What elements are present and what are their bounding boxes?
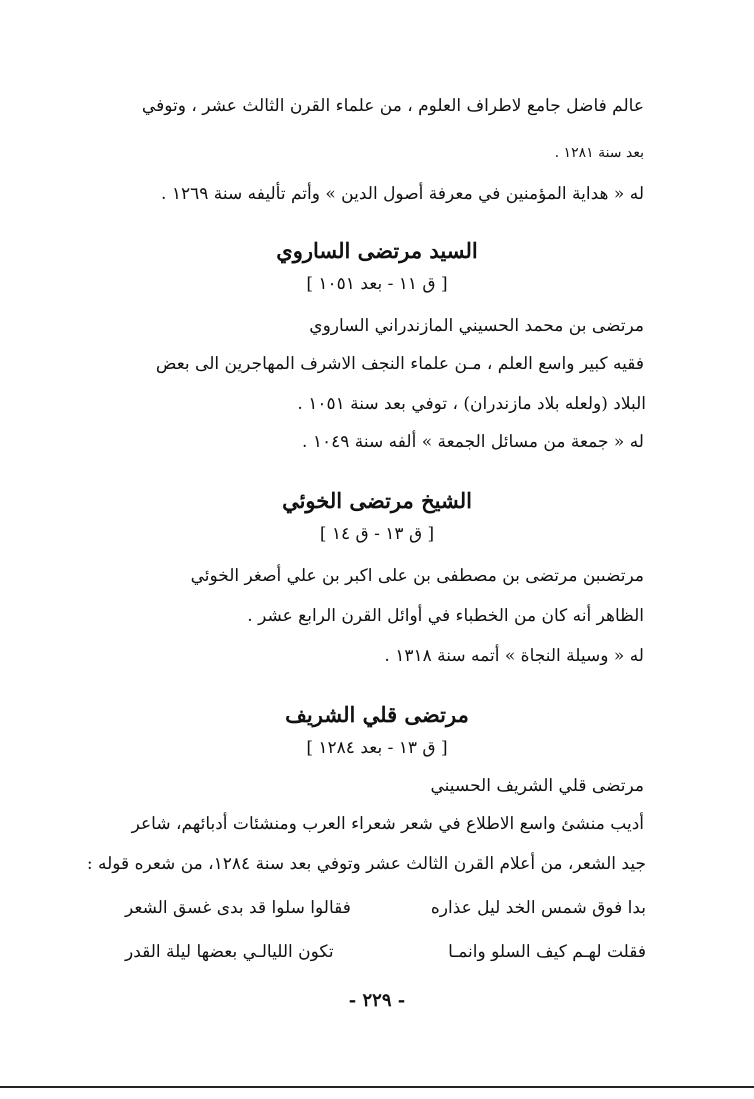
intro-line-2: بعد سنة ١٢٨١ .	[554, 145, 644, 161]
entry-line: جيد الشعر، من أعلام القرن الثالث عشر وتوفي بعد سنة ١٢٨٤، من شعره قوله :	[86, 854, 646, 874]
bottom-rule	[0, 1086, 754, 1088]
page-number: - ٢٢٩ -	[348, 990, 406, 1011]
entry-line: له « وسيلة النجاة » أتمه سنة ١٣١٨ .	[384, 646, 644, 666]
verse-row	[125, 938, 646, 966]
entry-line: البلاد (ولعله بلاد مازندران) ، توفي بعد سنة ١٠٥١ .	[297, 394, 646, 414]
entry-line: مرتضى بن محمد الحسيني المازندراني الساروي	[309, 316, 644, 336]
verse-row	[125, 894, 646, 922]
verse-first-hemistich: بدا فوق شمس الخد ليل عذاره	[430, 898, 646, 918]
verse-second-hemistich: فقالوا سلوا قد بدى غسق الشعر	[125, 898, 351, 918]
entry-heading: الشيخ مرتضى الخوئي	[282, 488, 472, 513]
entry-dates: [ ق ١٣ - ق ١٤ ]	[319, 524, 435, 544]
entry-line: أديب منشئ واسع الاطلاع في شعر شعراء العرب ومنشئات أدبائهم، شاعر	[131, 814, 644, 834]
entry-line: مرتضى قلي الشريف الحسيني	[430, 776, 644, 796]
intro-line-1: عالم فاضل جامع لاطراف العلوم ، من علماء القرن الثالث عشر ، وتوفي	[141, 96, 644, 116]
entry-heading: مرتضى قلي الشريف	[285, 702, 469, 727]
entry-line: الظاهر أنه كان من الخطباء في أوائل القرن الرابع عشر .	[247, 606, 644, 626]
entry-line: مرتضىبن مرتضى بن مصطفى بن على اكبر بن علي أصغر الخوئي	[190, 566, 644, 586]
verse-second-hemistich: تكون الليالـي بعضها ليلة القدر	[125, 942, 334, 962]
verse-first-hemistich: فقلت لهـم كيف السلو وانمـا	[448, 942, 646, 962]
entry-line: فقيه كبير واسع العلم ، مـن علماء النجف الاشرف المهاجرين الى بعض	[155, 354, 644, 374]
entry-heading: السيد مرتضى الساروي	[276, 238, 478, 263]
entry-line: له « جمعة من مسائل الجمعة » ألفه سنة ١٠٤٩ .	[302, 432, 644, 452]
entry-dates: [ ق ١٣ - بعد ١٢٨٤ ]	[306, 738, 448, 758]
intro-line-3: له « هداية المؤمنين في معرفة أصول الدين » وأتم تأليفه سنة ١٢٦٩ .	[161, 184, 644, 204]
entry-dates: [ ق ١١ - بعد ١٠٥١ ]	[306, 274, 448, 294]
